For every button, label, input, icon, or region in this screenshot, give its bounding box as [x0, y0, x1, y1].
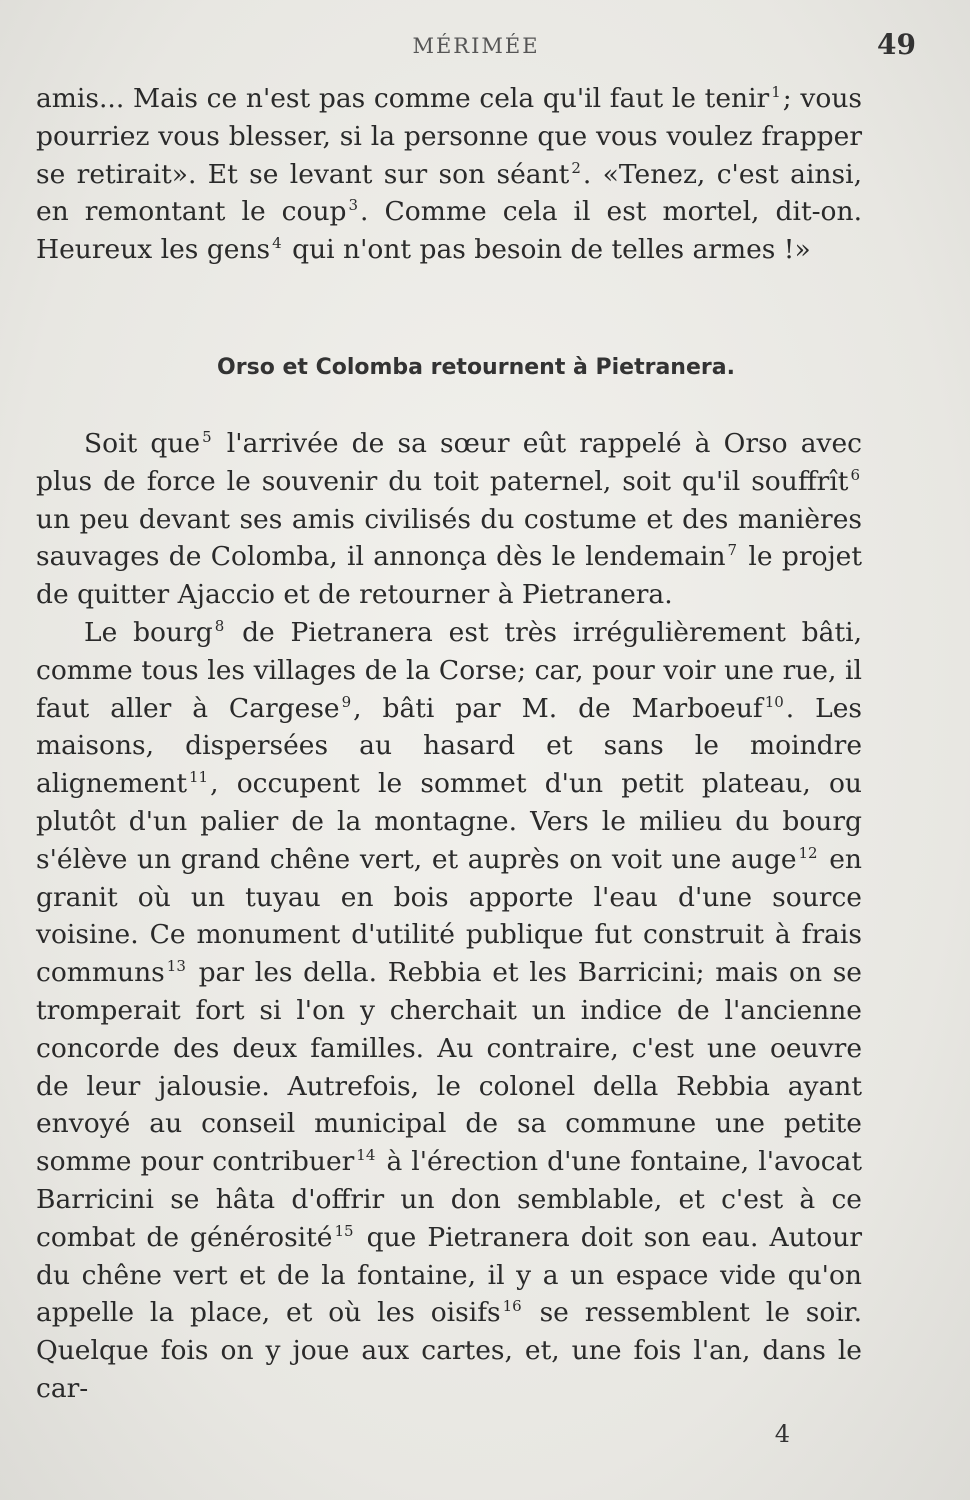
footnote-ref: 1: [771, 83, 781, 101]
page-number: 49: [877, 28, 916, 61]
text-run: à l'érection d'une fontaine, l'avocat Barricini se hâta d'offrir un don semblable, et c'est à ce combat de générosité: [36, 1146, 863, 1253]
text-run: . Les maisons, dispersées au hasard et sans le moindre alignement: [36, 692, 863, 800]
footnote-ref: 11: [189, 768, 209, 787]
section-heading: Orso et Colomba retournent à Pietranera.: [217, 355, 735, 380]
footnote-ref: 9: [341, 692, 352, 711]
text-run: Le bourg: [84, 616, 213, 648]
text-run: qui n'ont pas besoin de telles armes !»: [283, 234, 811, 266]
footnote-ref: 3: [348, 196, 359, 215]
text-run: , occupent le sommet d'un petit plateau, ou plutôt d'un palier de la montagne. Vers le milieu du bourg s'élève un grand chêne vert, et auprès on voit une auge: [36, 768, 862, 875]
quoted-dialogue-paragraph: [36, 80, 862, 269]
text-run: un peu devant ses amis civilisés du costume et des manières sauvages de Colomba, il annonça dès le lendemain: [36, 503, 862, 573]
top-passage: [36, 80, 862, 269]
text-run: que Pietranera doit son eau. Autour du chêne vert et de la fontaine, il y a un espace vide qu'on appelle la place, et où les oisifs: [36, 1221, 862, 1329]
footnote-ref: 12: [798, 843, 818, 862]
text-run: de Pietranera est très irrégulièrement bâti, comme tous les villages de la Corse; car, pour voir une rue, il faut aller à Cargese: [36, 616, 862, 724]
footnote-ref: 5: [202, 428, 212, 446]
text-run: par les della. Rebbia et les Barricini; mais on se tromperait fort si l'on y cherchait un indice de l'ancienne concorde des deux familles. Au contraire, c'est une oeuvre de leur jalousie. Autrefois, le colonel della Rebbia ayant envoyé au conseil municipal de sa commune une petite somme pour contribuer: [36, 957, 862, 1178]
text-run: . «Tenez, c'est ainsi, en remontant le coup: [36, 158, 862, 228]
text-run: l'arrivée de sa sœur eût rappelé à Orso avec plus de force le souvenir du toit paternel, soit qu'il souffrît: [36, 428, 862, 497]
footnote-ref: 15: [334, 1221, 354, 1240]
text-run: . Comme cela il est mortel, dit-on. Heureux les gens: [36, 196, 862, 266]
main-text: [36, 425, 862, 1408]
text-run: , bâti par M. de Marboeuf: [353, 692, 763, 724]
footnote-ref: 13: [166, 957, 186, 976]
text-run: amis... Mais ce n'est pas comme cela qu'il faut le tenir: [36, 83, 770, 114]
text-run: Soit que: [84, 428, 201, 459]
footnote-ref: 2: [571, 158, 581, 177]
printer-signature-mark: 4: [774, 1420, 790, 1448]
paragraph-1: [36, 425, 862, 614]
footnote-ref: 14: [356, 1146, 376, 1165]
text-run: en granit où un tuyau en bois apporte l'eau d'une source voisine. Ce monument d'utilité publique fut construit à frais communs: [36, 843, 862, 989]
footnote-ref: 6: [850, 465, 860, 484]
footnote-ref: 16: [502, 1297, 522, 1316]
footnote-ref: 7: [727, 541, 738, 560]
footnote-ref: 10: [764, 692, 784, 711]
running-title: MÉRIMÉE: [412, 34, 540, 58]
text-run: se ressemblent le soir. Quelque fois on y joue aux cartes, et, une fois l'an, dans le car-: [36, 1297, 862, 1404]
text-run: ; vous pourriez vous blesser, si la personne que vous voulez frapper se retirait». Et se levant sur son séant: [36, 83, 862, 190]
footnote-ref: 4: [272, 234, 282, 253]
footnote-ref: 8: [214, 616, 225, 635]
text-run: le projet de quitter Ajaccio et de retourner à Pietranera.: [36, 541, 863, 611]
paragraph-2: [36, 614, 862, 1408]
running-head: [36, 28, 916, 64]
